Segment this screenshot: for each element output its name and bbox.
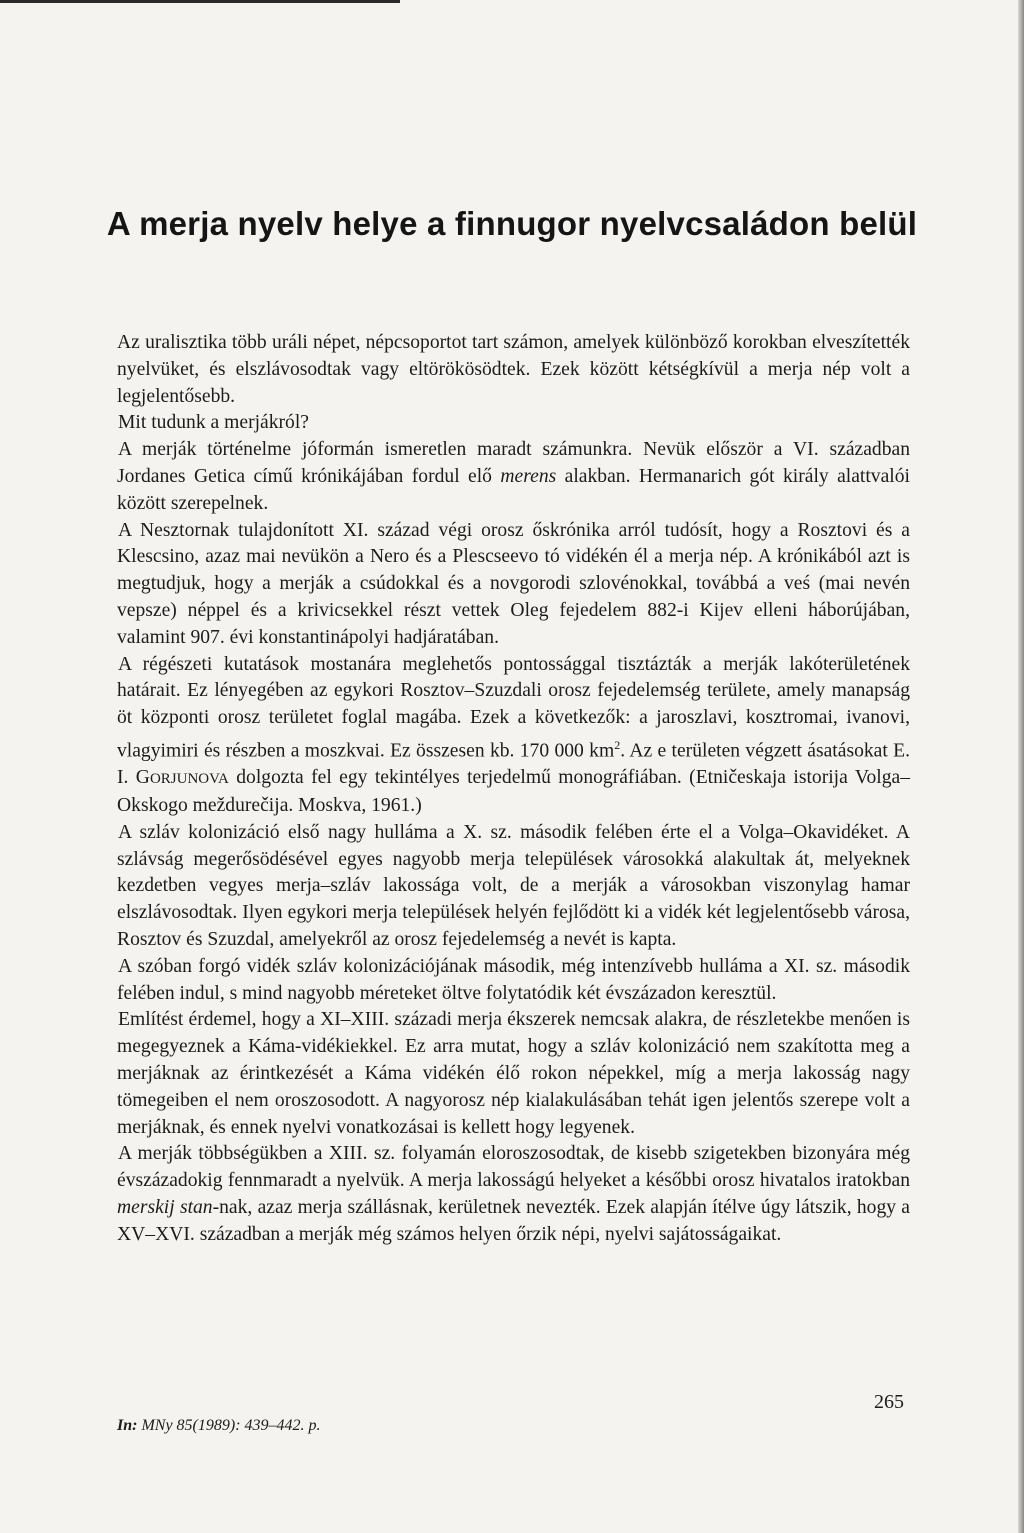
paragraph-5-text-b: . Az e területen végzett ásatásokat E. I. G (117, 740, 910, 789)
paragraph-7: A szóban forgó vidék szláv kolonizációjának második, még intenzívebb hulláma a XI. sz. második felében indul, s mind nagyobb méreteket öltve folytatódik két évszázadon keresztül. (117, 955, 910, 1004)
paragraph-4: A Nesztornak tulajdonított XI. század végi orosz őskrónika arról tudósít, hogy a Rosztovi és a Klescsino, azaz mai nevükön a Nero és a Plescseevo tó vidékén él a merja nép. A krónikából azt is megtudjuk, hogy a merják a csúdokkal és a novgorodi szlovénokkal, továbbá a veś (mai nevén vepsze) néppel és a krivicsekkel részt vettek Oleg fejedelem 882-i Kijev elleni háborújában, valamint 907. évi konstantinápolyi hadjáratában. (117, 519, 910, 648)
citation-text: MNy 85(1989): 439–442. p. (137, 1417, 321, 1434)
paragraph-9-text-b: -nak, azaz merja szállásnak, kerületnek nevezték. Ezek alapján ítélve úgy látszik, hogy a XV–XVI. században a merják még számos helyen őrzik népi, nyelvi sajátosságaikat. (117, 1197, 910, 1245)
citation-label: In: (117, 1417, 138, 1434)
source-citation (117, 1417, 321, 1435)
paragraph-6: A szláv kolonizáció első nagy hulláma a X. sz. második felében érte el a Volga–Okavidéket. A szlávság megerősödésével egyes nagyobb merja települések városokká alakultak át, melyeknek kezdetben vegyes merja–szláv lakossága volt, de a merják a városokban viszonylag hamar elszlávosodtak. Ilyen egykori merja települések helyén fejlődött ki a vidék két legjelentősebb városa, Rosztov és Szuzdal, amelyekről az orosz fejedelemség a nevét is kapta. (117, 821, 910, 951)
paragraph-5-text-c: dolgozta fel egy tekintélyes terjedelmű monográfiában. (Etničeskaja istorija Volga–Okskogo meždurečija. Moskva, 1961.) (117, 767, 910, 817)
page-number: 265 (874, 1391, 904, 1413)
paragraph-1: Az uralisztika több uráli népet, népcsoportot tart számon, amelyek különböző korokban elveszítették nyelvüket, és elszlávosodtak vagy eltörökösödtek. Ezek között kétségkívül a merja nép volt a legjelentősebb. (117, 332, 910, 407)
article-body (117, 330, 910, 1249)
page-title: A merja nyelv helye a finnugor nyelvcsaládon belül (106, 205, 918, 242)
paragraph-2: Mit tudunk a merjákról? (118, 412, 309, 434)
paragraph-3 (117, 437, 910, 517)
paragraph-5-text-a: A régészeti kutatások mostanára meglehetős pontossággal tisztázták a merják lakóterületének határait. Ez lényegében az egykori Rosztov–Szuzdali orosz fejedelemség területe, amely manapság öt központi orosz területet foglal magába. Ezek a következők: a jaroszlavi, kosztromai, ivanovi, vlagyimiri és részben a moszkvai. Ez összesen kb. 170 000 km (117, 653, 910, 762)
paragraph-5-superscript: 2 (614, 737, 621, 752)
paragraph-9 (117, 1141, 910, 1248)
paragraph-3-text-a: A merják történelme jóformán ismeretlen maradt számunkra. Nevük először a VI. században Jordanes Getica című krónikájában fordul elő (117, 439, 910, 487)
paragraph-9-text-a: A merják többségükben a XIII. sz. folyamán eloroszosodtak, de kisebb szigetekben bizonyára még évszázadokig fennmaradt a nyelvük. A merja lakosságú helyeket a későbbi orosz hivatalos iratokban (117, 1143, 910, 1192)
author-smallcaps: ORJUNOVA (149, 771, 229, 788)
paragraph-8: Említést érdemel, hogy a XI–XIII. századi merja ékszerek nemcsak alakra, de részletekbe menően is megegyeznek a Káma-vidékiekkel. Ez arra mutat, hogy a szláv kolonizáció nem szakította meg a merjáknak az érintkezését a Káma vidékén élő rokon népekkel, míg a merja lakosság nagy tömegeiben el nem oroszosodott. A nagyorosz nép kialakulásában tehát igen jelentős szerepe volt a merjáknak, és ennek nyelvi vonatkozásai is kellett hogy legyenek. (117, 1009, 910, 1138)
top-rule (0, 0, 400, 3)
paragraph-9-italic: merskij stan (117, 1197, 213, 1219)
paragraph-3-italic: merens (500, 465, 557, 487)
paragraph-3-text-b: alakban. Hermanarich gót király alattvalói között szerepelnek. (117, 465, 910, 514)
paragraph-5 (117, 652, 910, 820)
